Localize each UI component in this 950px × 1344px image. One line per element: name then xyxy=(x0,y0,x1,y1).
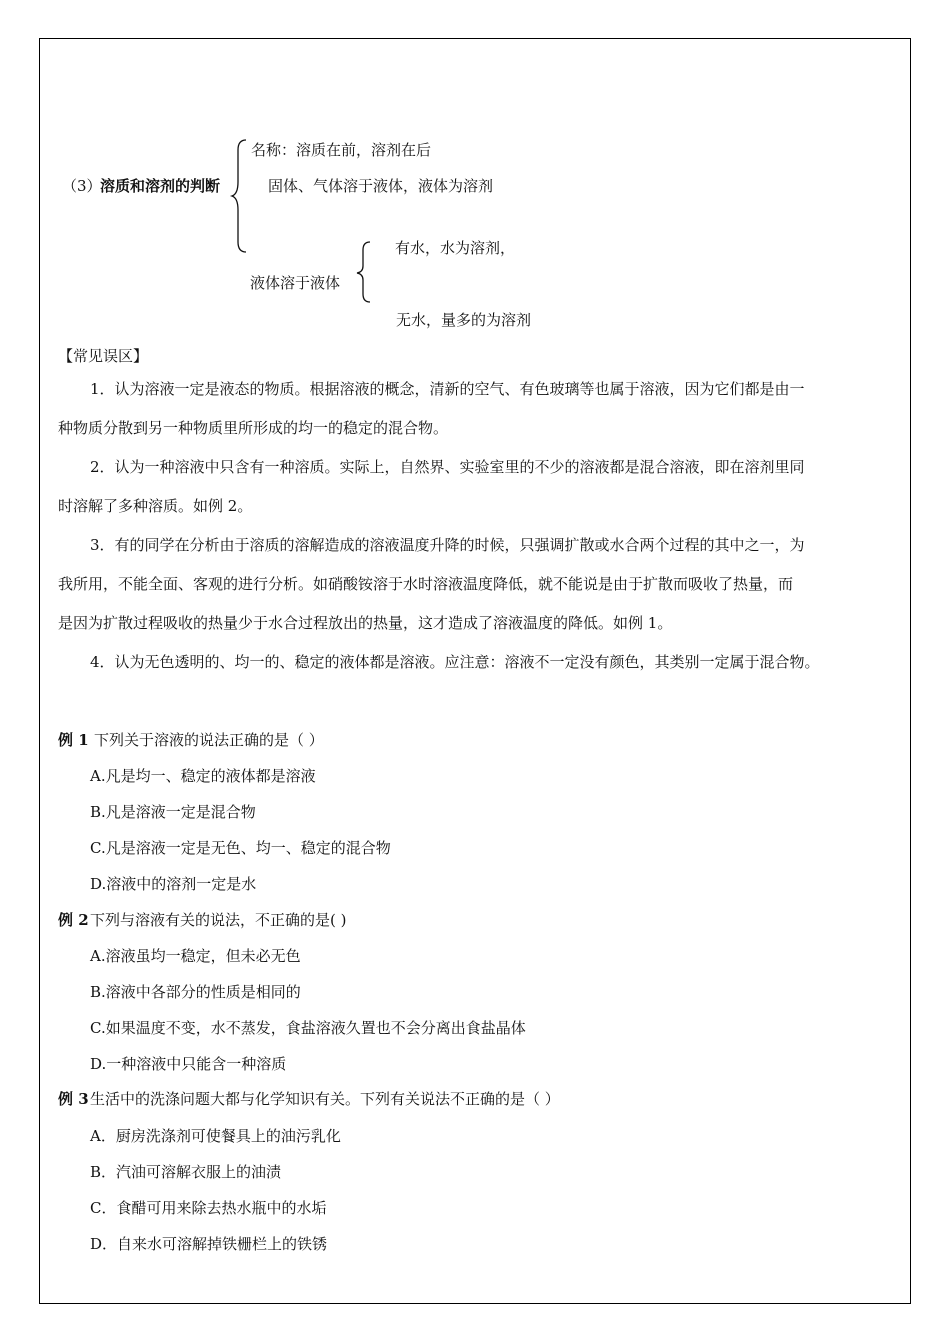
example-1-option-b: B.凡是溶液一定是混合物 xyxy=(90,803,256,821)
misconception-2 xyxy=(58,448,894,526)
inner-brace xyxy=(354,240,374,304)
example-1-option-c: C.凡是溶液一定是无色、均一、稳定的混合物 xyxy=(90,839,391,857)
example-2-option-b: B.溶液中各部分的性质是相同的 xyxy=(90,983,301,1001)
misconception-3-line3: 是因为扩散过程吸收的热量少于水合过程放出的热量，这才造成了溶液温度的降低。如例 1。 xyxy=(58,614,673,632)
example-2-question: 下列与溶液有关的说法，不正确的是( ) xyxy=(90,911,347,929)
example-3-label: 例 3 xyxy=(58,1090,89,1108)
misconception-3-line2: 我所用，不能全面、客观的进行分析。如硝酸铵溶于水时溶液温度降低，就不能说是由于扩散而吸收了热量，而 xyxy=(58,575,794,593)
misconception-4-line1: 4．认为无色透明的、均一的、稳定的液体都是溶液。应注意：溶液不一定没有颜色，其类别一定属于混合物。 xyxy=(90,653,820,671)
example-3-question: 生活中的洗涤问题大都与化学知识有关。下列有关说法不正确的是（ ） xyxy=(90,1090,560,1108)
example-3-option-b: B．汽油可溶解衣服上的油渍 xyxy=(90,1163,282,1181)
example-2-option-d: D.一种溶液中只能含一种溶质 xyxy=(90,1055,287,1073)
judgement-index: （3） xyxy=(62,177,102,195)
judgement-title: 溶质和溶剂的判断 xyxy=(100,177,221,195)
misconception-1-line2: 种物质分散到另一种物质里所形成的均一的稳定的混合物。 xyxy=(58,419,449,437)
misconception-3 xyxy=(58,526,894,643)
example-1-label: 例 1 xyxy=(58,731,89,749)
misconception-2-line1: 2．认为一种溶液中只含有一种溶质。实际上，自然界、实验室里的不少的溶液都是混合溶液，即在溶剂里同 xyxy=(90,458,805,476)
misconception-1 xyxy=(58,370,894,448)
example-1-option-d: D.溶液中的溶剂一定是水 xyxy=(90,875,257,893)
example-3-option-a: A．厨房洗涤剂可使餐具上的油污乳化 xyxy=(90,1127,341,1145)
without-water-rule: 无水，量多的为溶剂 xyxy=(396,311,532,329)
misconception-2-line2: 时溶解了多种溶质。如例 2。 xyxy=(58,497,253,515)
name-rule: 名称：溶质在前，溶剂在后 xyxy=(251,141,432,159)
example-1-question: 下列关于溶液的说法正确的是（ ） xyxy=(94,731,324,749)
misconception-3-line1: 3．有的同学在分析由于溶质的溶解造成的溶液温度升降的时候，只强调扩散或水合两个过程的其中之一，为 xyxy=(90,536,805,554)
misconception-1-line1: 1．认为溶液一定是液态的物质。根据溶液的概念，清新的空气、有色玻璃等也属于溶液，因为它们都是由一 xyxy=(90,380,805,398)
example-3-option-c: C．食醋可用来除去热水瓶中的水垢 xyxy=(90,1199,327,1217)
example-2-option-a: A.溶液虽均一稳定，但未必无色 xyxy=(90,947,301,965)
liquid-in-liquid-label: 液体溶于液体 xyxy=(250,274,341,292)
example-3-option-d: D．自来水可溶解掉铁栅栏上的铁锈 xyxy=(90,1235,328,1253)
example-2-label: 例 2 xyxy=(58,911,89,929)
misconceptions-heading: 【常见误区】 xyxy=(58,347,149,365)
misconception-4 xyxy=(58,643,894,682)
outer-brace xyxy=(230,138,250,254)
example-1-option-a: A.凡是均一、稳定的液体都是溶液 xyxy=(90,767,316,785)
with-water-rule: 有水，水为溶剂， xyxy=(395,239,516,257)
example-2-option-c: C.如果温度不变，水不蒸发，食盐溶液久置也不会分离出食盐晶体 xyxy=(90,1019,526,1037)
solid-gas-rule: 固体、气体溶于液体，液体为溶剂 xyxy=(268,177,494,195)
